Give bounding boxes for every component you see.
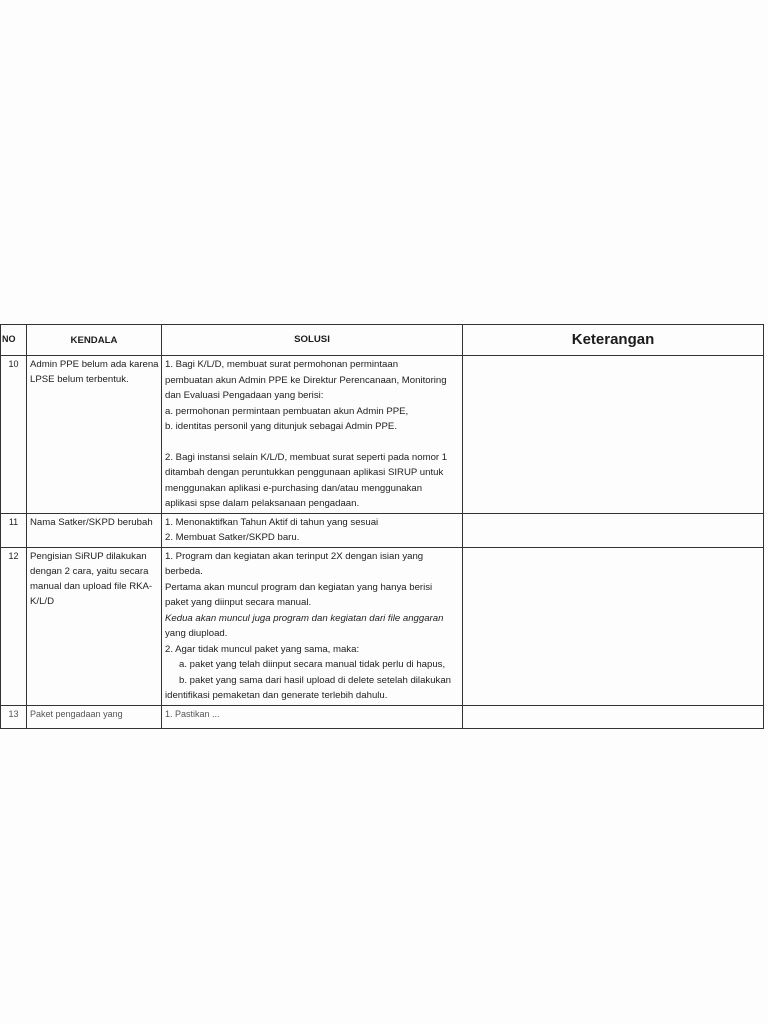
kendala-cell: [27, 547, 162, 705]
solusi-line: dan Evaluasi Pengadaan yang berisi:: [165, 390, 324, 401]
solusi-line: Pertama akan muncul program dan kegiatan yang hanya berisi: [165, 581, 433, 593]
solusi-line: identifikasi pemaketan dan generate terlebih dahulu.: [165, 690, 388, 701]
solusi-line: yang diupload.: [165, 628, 228, 639]
solusi-line: menggunakan aplikasi e-purchasing dan/atau menggunakan: [165, 482, 423, 494]
header-solusi: SOLUSI: [162, 325, 463, 356]
solusi-line: 1. Bagi K/L/D, membuat surat permohonan permintaan: [165, 359, 399, 370]
solusi-line: a. permohonan permintaan pembuatan akun Admin PPE,: [165, 405, 409, 417]
solusi-cell: [162, 356, 463, 514]
solusi-line: a. paket yang telah diinput secara manual tidak perlu di hapus,: [179, 659, 446, 670]
paragraph-gap: [165, 435, 459, 450]
kendala-line: Nama Satker/SKPD berubah: [30, 516, 153, 528]
row-number: 13: [1, 705, 27, 728]
solusi-line: paket yang diinput secara manual.: [165, 597, 312, 608]
solusi-line: 1. Menonaktifkan Tahun Aktif di tahun yang sesuai: [165, 516, 379, 528]
header-kendala: KENDALA: [27, 325, 162, 356]
keterangan-cell: [463, 705, 764, 728]
table-row: [1, 705, 764, 728]
solusi-line: Kedua akan muncul juga program dan kegiatan dari file anggaran: [165, 612, 444, 624]
kendala-cell: [27, 513, 162, 547]
kendala-line: dengan 2 cara, yaitu secara: [30, 565, 149, 577]
table-row: [1, 513, 764, 547]
table-header-row: [1, 325, 764, 356]
keterangan-cell: [463, 356, 764, 514]
kendala-line: LPSE belum terbentuk.: [30, 374, 129, 385]
table-row: [1, 356, 764, 514]
header-no: NO: [1, 325, 27, 356]
keterangan-cell: [463, 547, 764, 705]
solusi-line: 2. Agar tidak muncul paket yang sama, maka:: [165, 643, 360, 655]
solusi-line: ditambah dengan peruntukkan penggunaan aplikasi SIRUP untuk: [165, 467, 444, 478]
solusi-cell: [162, 513, 463, 547]
row-number: 12: [1, 547, 27, 705]
solusi-line: b. paket yang sama dari hasil upload di delete setelah dilakukan: [179, 674, 452, 686]
kendala-cell: [27, 705, 162, 728]
header-keterangan: Keterangan: [463, 325, 764, 356]
table-row: [1, 547, 764, 705]
solusi-line: 1. Program dan kegiatan akan terinput 2X dengan isian yang: [165, 550, 424, 562]
row-number: 11: [1, 513, 27, 547]
solusi-cell: [162, 705, 463, 728]
kendala-solusi-table: [0, 324, 764, 729]
solusi-line: b. identitas personil yang ditunjuk sebagai Admin PPE.: [165, 421, 397, 432]
solusi-line: 1. Pastikan ...: [165, 708, 220, 719]
kendala-line: Pengisian SiRUP dilakukan: [30, 550, 147, 562]
kendala-line: manual dan upload file RKA-: [30, 580, 153, 592]
kendala-line: K/L/D: [30, 595, 54, 607]
kendala-cell: [27, 356, 162, 514]
table-wrapper: [0, 324, 766, 719]
solusi-line: aplikasi spse dalam pelaksanaan pengadaan.: [165, 498, 360, 509]
solusi-line: 2. Bagi instansi selain K/L/D, membuat surat seperti pada nomor 1: [165, 451, 448, 463]
solusi-line: pembuatan akun Admin PPE ke Direktur Perencanaan, Monitoring: [165, 374, 447, 386]
kendala-line: Admin PPE belum ada karena: [30, 359, 159, 370]
solusi-cell: [162, 547, 463, 705]
keterangan-cell: [463, 513, 764, 547]
solusi-line: 2. Membuat Satker/SKPD baru.: [165, 532, 300, 543]
kendala-line: Paket pengadaan yang: [30, 708, 123, 719]
row-number: 10: [1, 356, 27, 514]
solusi-line: berbeda.: [165, 566, 203, 577]
